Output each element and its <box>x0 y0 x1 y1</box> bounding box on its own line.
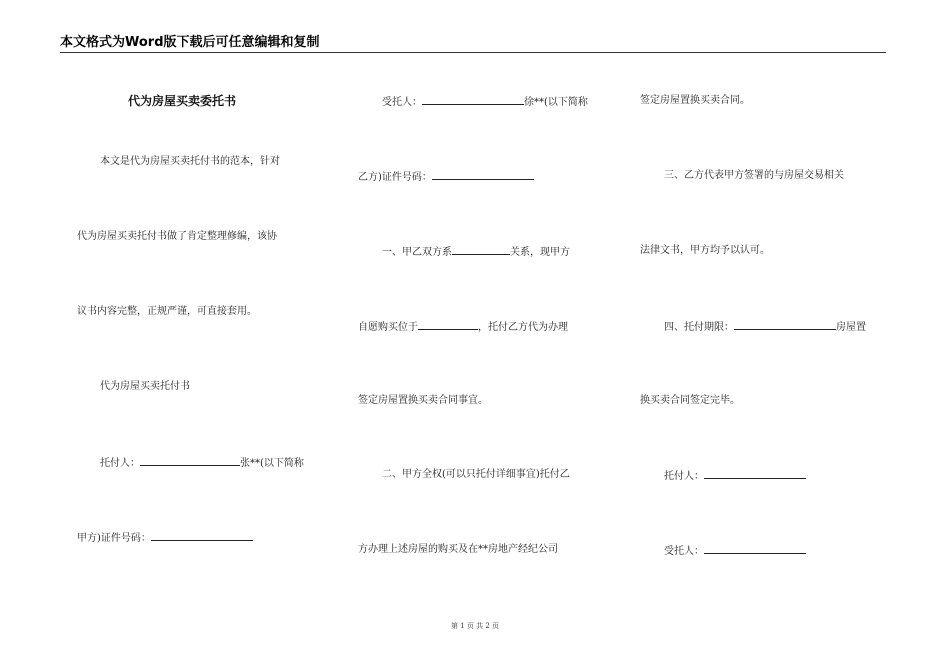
col3-line-1: 签定房屋置换买卖合同。 <box>640 95 750 106</box>
clause-1-line-2 <box>358 319 568 335</box>
principal-suffix: 张**(以下简称 <box>240 458 304 469</box>
principal-id-label: 甲方)证件号码： <box>77 533 151 544</box>
relationship-blank <box>452 244 510 255</box>
signature-principal-label: 托付人： <box>664 471 704 482</box>
header-text: 本文格式为Word版下载后可任意编辑和复制 <box>60 35 320 50</box>
signature-principal-line <box>664 468 806 484</box>
clause-4-suffix: 房屋置 <box>836 322 866 333</box>
document-title: 代为房屋买卖委托书 <box>128 94 237 108</box>
principal-id-line <box>77 530 253 546</box>
page-number: 第 1 页 共 2 页 <box>450 622 500 630</box>
agent-suffix: 徐**(以下简称 <box>524 97 588 108</box>
agent-line <box>382 94 588 110</box>
clause-4-line-2: 换买卖合同签定完毕。 <box>640 395 740 406</box>
clause-4-line-1 <box>664 319 866 335</box>
intro-line-3: 议书内容完整，正规严谨，可直接套用。 <box>77 306 257 317</box>
signature-agent-blank <box>704 543 806 554</box>
principal-line <box>100 455 304 471</box>
intro-line-2: 代为房屋买卖托付书做了肯定整理修编，该协 <box>77 231 277 242</box>
principal-name-blank <box>140 455 240 466</box>
principal-id-blank <box>151 530 253 541</box>
agent-name-blank <box>422 94 524 105</box>
term-blank <box>734 319 836 330</box>
location-blank <box>418 319 478 330</box>
intro-line-1: 本文是代为房屋买卖托付书的范本，针对 <box>100 156 280 167</box>
principal-label: 托付人： <box>100 458 140 469</box>
clause-3-line-1: 三、乙方代表甲方签署的与房屋交易相关 <box>664 170 844 181</box>
clause-1-line-2-suffix: ，托付乙方代为办理 <box>478 322 568 333</box>
clause-4-prefix: 四、托付期限： <box>664 322 734 333</box>
clause-2-line-1: 二、甲方全权(可以只托付详细事宜)托付乙 <box>382 469 570 480</box>
signature-principal-blank <box>704 468 806 479</box>
clause-1-part-2: 关系，现甲方 <box>510 247 570 258</box>
subtitle: 代为房屋买卖托付书 <box>100 381 190 392</box>
clause-1-part-1: 一、甲乙双方系 <box>382 247 452 258</box>
clause-2-line-2: 方办理上述房屋的购买及在**房地产经纪公司 <box>358 544 558 555</box>
clause-3-line-2: 法律文书，甲方均予以认可。 <box>640 245 770 256</box>
agent-id-line <box>358 169 534 185</box>
signature-agent-line <box>664 543 806 559</box>
agent-id-blank <box>432 169 534 180</box>
clause-1-line-2-prefix: 自愿购买位于 <box>358 322 418 333</box>
clause-1-line-1 <box>382 244 570 260</box>
agent-label: 受托人： <box>382 97 422 108</box>
clause-1-line-3: 签定房屋置换买卖合同事宜。 <box>358 395 488 406</box>
signature-agent-label: 受托人： <box>664 546 704 557</box>
agent-id-label: 乙方)证件号码： <box>358 172 432 183</box>
document-header <box>60 35 886 53</box>
